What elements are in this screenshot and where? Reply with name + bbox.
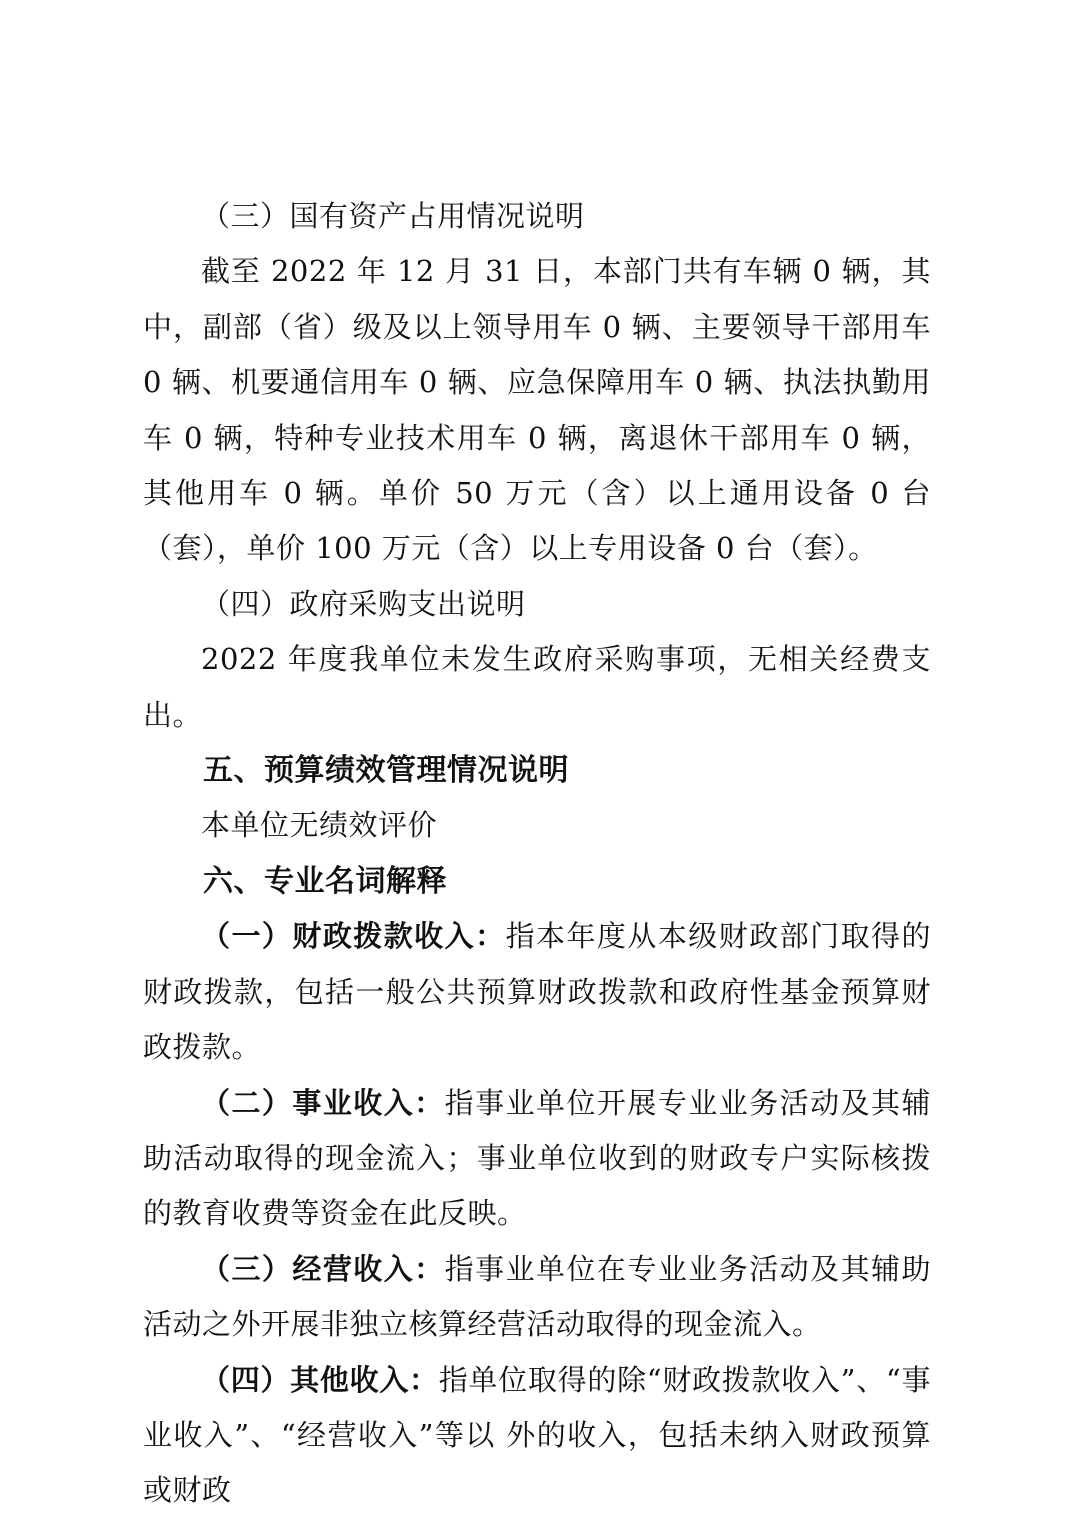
glossary-term-definition: 指本年度从本级财政部门取得的财政拨款，包括一般公共预算财政拨款和政府性基金预算财政拨款。 [143, 919, 931, 1065]
paragraph-procurement-detail: 2022 年度我单位未发生政府采购事项，无相关经费支出。 [143, 642, 931, 732]
glossary-term-definition: 指单位取得的除“财政拨款收入”、“事业收入”、“经营收入”等以 外的收入，包括未纳入财政预算或财政 [143, 1362, 931, 1508]
paragraph-performance-detail: 本单位无绩效评价 [201, 808, 438, 843]
glossary-term-lead: （一）财政拨款收入： [201, 919, 506, 954]
glossary-term-fiscal-appropriation-income [143, 909, 931, 1075]
document-content [143, 189, 931, 1519]
glossary-term-lead: （二）事业收入： [201, 1085, 445, 1120]
glossary-term-lead: （三）经营收入： [201, 1251, 445, 1286]
subheading-government-procurement: （四）政府采购支出说明 [201, 586, 526, 621]
section-heading-6-glossary: 六、专业名词解释 [203, 863, 447, 899]
glossary-term-definition: 指事业单位开展专业业务活动及其辅助活动取得的现金流入；事业单位收到的财政专户实际核拨的教育收费等资金在此反映。 [143, 1085, 931, 1231]
section-heading-5-performance: 五、预算绩效管理情况说明 [203, 753, 569, 789]
glossary-term-institutional-income [143, 1076, 931, 1242]
subheading-state-assets: （三）国有资产占用情况说明 [201, 199, 585, 233]
glossary-term-operating-income [143, 1242, 931, 1353]
glossary-term-lead: （四）其他收入： [201, 1362, 439, 1397]
glossary-term-definition: 指事业单位在专业业务活动及其辅助活动之外开展非独立核算经营活动取得的现金流入。 [143, 1251, 931, 1342]
paragraph-state-assets-detail: 截至 2022 年 12 月 31 日，本部门共有车辆 0 辆，其中，副部（省）级及以上领导用车 0 辆、主要领导干部用车 0 辆、机要通信用车 0 辆、应急保障用车 0 辆、执法执勤用车 0 辆，特种专业技术用车 0 辆，离退休干部用车 0 辆，其他用车 0 辆。单价 50 万元（含）以上通用设备 0 台（套），单价 100 万元（含）以上专用设备 0 台（套）。 [143, 254, 931, 566]
glossary-term-other-income [143, 1353, 931, 1519]
